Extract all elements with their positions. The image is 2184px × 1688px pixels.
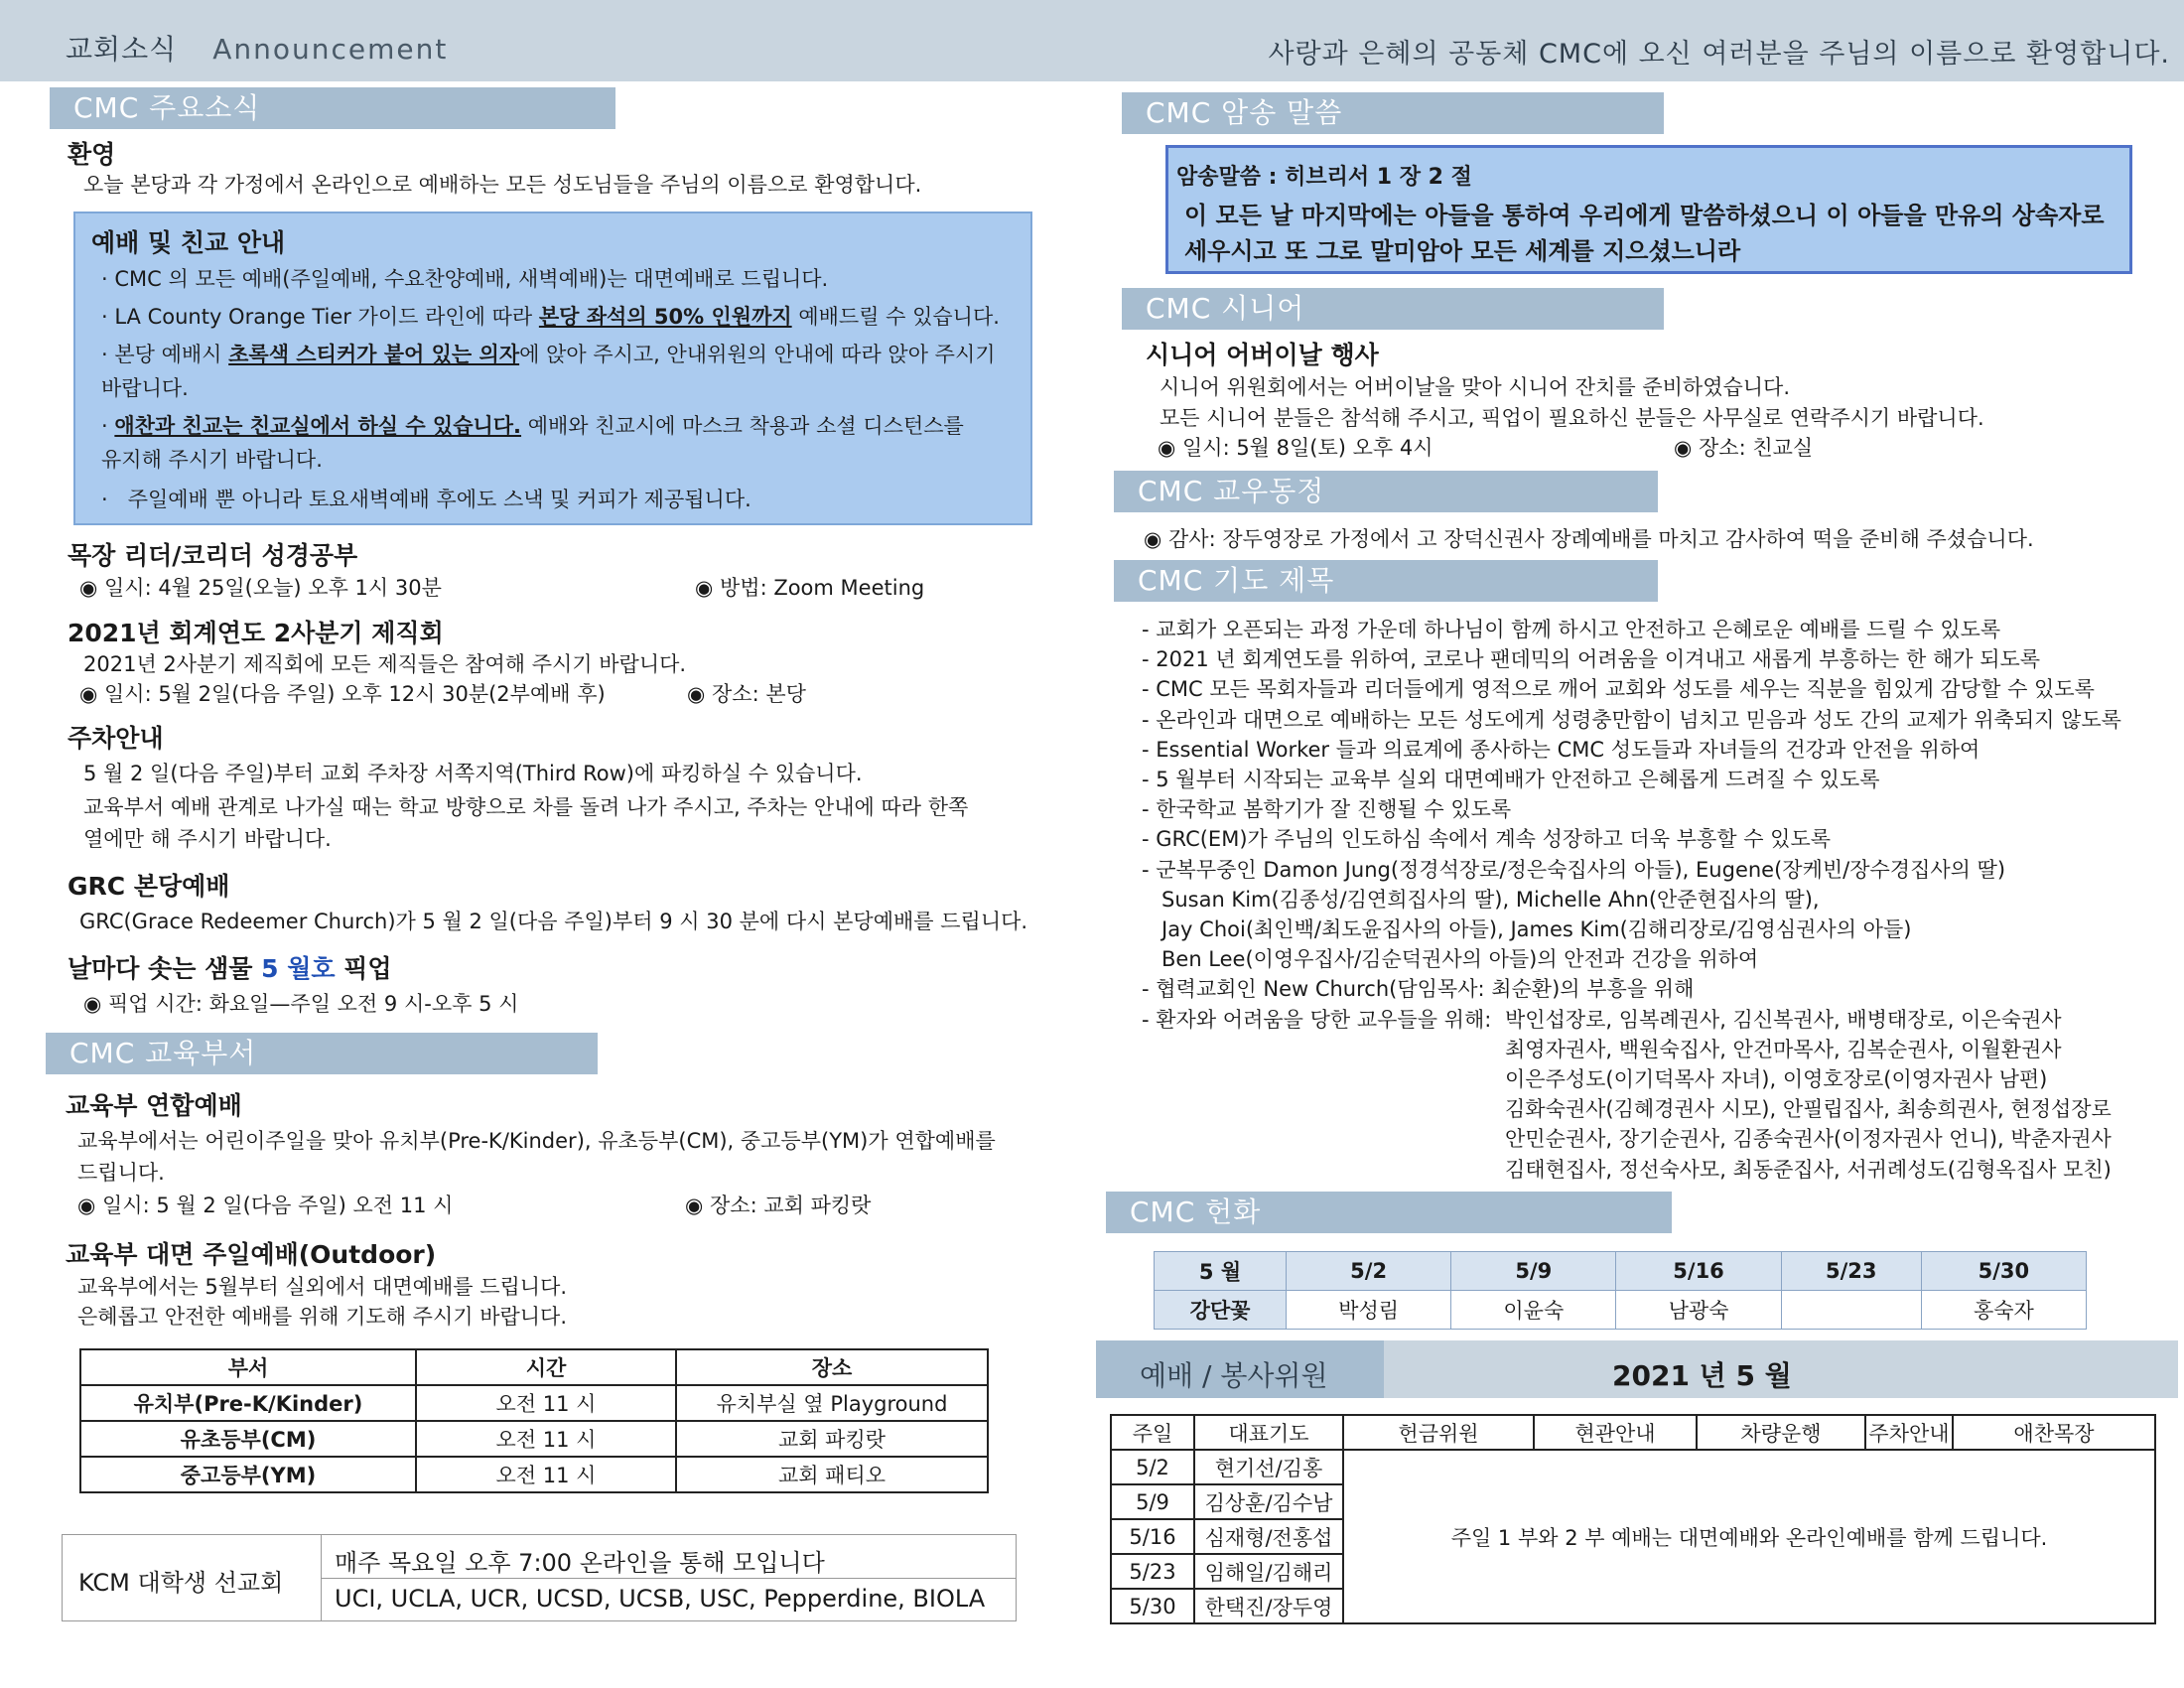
prayer-sick-name-line: 최영자권사, 백원숙집사, 안건마목사, 김복순권사, 이월환권사 (1505, 1037, 2062, 1061)
prayer-item: - 온라인과 대면으로 예배하는 모든 성도에게 성령충만함이 넘치고 믿음과 성도 간의 교제가 위축되지 않도록 (1142, 707, 2121, 732)
kcm-info-box (62, 1534, 1017, 1621)
parking-line-3: 열에만 해 주시기 바랍니다. (83, 827, 332, 851)
table-cell: 오전 11 시 (416, 1457, 676, 1492)
table-header-cell: 현관안내 (1534, 1415, 1697, 1450)
table-cell: 임해일/김해리 (1194, 1554, 1343, 1589)
table-cell: 5/16 (1111, 1519, 1194, 1554)
joint-worship-line-2: 드립니다. (77, 1161, 165, 1185)
senior-where: ◉ 장소: 친교실 (1674, 436, 1814, 460)
offering-table (1154, 1251, 2087, 1330)
table-row (80, 1421, 988, 1457)
prayer-sick-name-line: 박인섭장로, 임복례권사, 김신복권사, 배병태장로, 이은숙권사 (1505, 1007, 2062, 1032)
offering-month-cell: 5 월 (1155, 1252, 1287, 1291)
table-cell (1781, 1291, 1921, 1330)
members-news-text: ◉ 감사: 장두영장로 가정에서 고 장덕신권사 장례예배를 마치고 감사하여 떡을 준비해 주셨습니다. (1144, 527, 2034, 551)
worship-item-4: · 애찬과 친교는 친교실에서 하실 수 있습니다. 예배와 친교시에 마스크 착용과 소셜 디스턴스를 (101, 414, 964, 438)
welcome-text: 오늘 본당과 각 가정에서 온라인으로 예배하는 모든 성도님들을 주님의 이름으로 환영합니다. (83, 173, 922, 197)
education-schedule-table (79, 1348, 989, 1493)
prayer-banner: CMC 기도 제목 (1114, 560, 1658, 602)
service-banner-bar (1096, 1340, 2178, 1398)
worship-item-4-cont: 유지해 주시기 바랍니다. (101, 448, 323, 472)
offering-banner: CMC 헌화 (1106, 1192, 1672, 1233)
bible-study-heading: 목장 리더/코리더 성경공부 (68, 541, 358, 570)
prayer-item: Ben Lee(이영우집사/김순덕권사의 아들)의 안전과 건강을 위하여 (1161, 947, 1759, 972)
table-header-cell: 차량운행 (1697, 1415, 1865, 1450)
table-cell: 5/9 (1111, 1484, 1194, 1519)
senior-heading: 시니어 어버이날 행사 (1146, 341, 1379, 369)
memory-verse-line-1: 이 모든 날 마지막에는 아들을 통하여 우리에게 말씀하셨으니 이 아들을 만유의 상속자로 (1184, 202, 2105, 229)
outdoor-worship-line-1: 교육부에서는 5월부터 실외에서 대면예배를 드립니다. (77, 1275, 568, 1299)
table-cell: 이윤숙 (1451, 1291, 1616, 1330)
prayer-item: - 군복무중인 Damon Jung(정경석장로/정은숙집사의 아들), Eugene(장케빈/장수경집사의 딸) (1142, 857, 2006, 882)
table-cell: 교회 패티오 (676, 1457, 988, 1492)
prayer-item: - CMC 모든 목회자들과 리더들에게 영적으로 깨어 교회와 성도를 세우는 직분을 힘있게 감당할 수 있도록 (1142, 677, 2095, 702)
prayer-item: - 협력교회인 New Church(담임목사: 최순환)의 부흥을 위해 (1142, 977, 1695, 1002)
prayer-sick-label: - 환자와 어려움을 당한 교우들을 위해: (1142, 1007, 1492, 1032)
table-header-cell: 5/2 (1287, 1252, 1451, 1291)
worship-item-3: · 본당 예배시 초록색 스티커가 붙어 있는 의자에 앉아 주시고, 안내위원의 안내에 따라 앉아 주시기 (101, 343, 996, 366)
officers-meeting-heading: 2021년 회계연도 2사분기 제직회 (68, 619, 444, 647)
table-cell: 남광숙 (1616, 1291, 1781, 1330)
table-cell: 유치부(Pre-K/Kinder) (80, 1385, 416, 1421)
table-header-cell: 장소 (676, 1349, 988, 1385)
kcm-label: KCM 대학생 선교회 (78, 1569, 284, 1597)
table-header-cell: 5/16 (1616, 1252, 1781, 1291)
prayer-sick-name-line: 김태현집사, 정선숙사모, 최동준집사, 서귀례성도(김형옥집사 모친) (1505, 1157, 2112, 1182)
education-banner: CMC 교육부서 (46, 1033, 598, 1074)
prayer-item: Susan Kim(김종성/김연희집사의 딸), Michelle Ahn(안준현집사의 딸), (1161, 887, 1820, 912)
worship-item-2: · LA County Orange Tier 가이드 라인에 따라 본당 좌석의 50% 인원까지 예배드릴 수 있습니다. (101, 305, 1000, 329)
table-header-cell: 대표기도 (1194, 1415, 1343, 1450)
officers-meeting-when: ◉ 일시: 5월 2일(다음 주일) 오후 12시 30분(2부예배 후) (79, 682, 606, 706)
offering-row-label: 강단꽃 (1155, 1291, 1287, 1330)
table-header-cell: 주차안내 (1865, 1415, 1953, 1450)
parking-line-2: 교육부서 예배 관계로 나가실 때는 학교 방향으로 차를 돌려 나가 주시고, 주차는 안내에 따라 한쪽 (83, 795, 969, 819)
prayer-item: Jay Choi(최인백/최도윤집사의 아들), James Kim(김해리장로/김영심권사의 아들) (1161, 917, 1912, 941)
service-table (1110, 1414, 2156, 1624)
prayer-sick-name-line: 김화숙권사(김혜경권사 시모), 안필립집사, 최송희권사, 현정섭장로 (1505, 1097, 2112, 1122)
table-cell: 교회 파킹랏 (676, 1421, 988, 1457)
worship-item-1: · CMC 의 모든 예배(주일예배, 수요찬양예배, 새벽예배)는 대면예배로 드립니다. (101, 267, 829, 291)
prayer-item: - GRC(EM)가 주님의 인도하심 속에서 계속 성장하고 더욱 부흥할 수 있도록 (1142, 827, 1832, 852)
table-cell: 중고등부(YM) (80, 1457, 416, 1492)
table-header-cell: 헌금위원 (1343, 1415, 1534, 1450)
outdoor-worship-heading: 교육부 대면 주일예배(Outdoor) (66, 1240, 437, 1269)
memory-verse-box (1165, 145, 2132, 274)
memory-verse-line-2: 세우시고 또 그로 말미암아 모든 세계를 지으셨느니라 (1184, 237, 1741, 265)
prayer-item: - 2021 년 회계연도를 위하여, 코로나 팬데믹의 어려움을 이겨내고 새롭게 부흥하는 한 해가 되도록 (1142, 647, 2041, 672)
table-header-cell: 5/9 (1451, 1252, 1616, 1291)
kcm-line-2: UCI, UCLA, UCR, UCSD, UCSB, USC, Pepperdine, BIOLA (335, 1585, 986, 1613)
senior-when: ◉ 일시: 5월 8일(토) 오후 4시 (1158, 436, 1433, 460)
outdoor-worship-line-2: 은혜롭고 안전한 예배를 위해 기도해 주시기 바랍니다. (77, 1305, 568, 1329)
table-header-cell: 5/30 (1921, 1252, 2086, 1291)
bible-study-when: ◉ 일시: 4월 25일(오늘) 오후 1시 30분 (79, 576, 442, 600)
devotional-heading: 날마다 솟는 샘물 5 월호 픽업 (68, 954, 392, 983)
table-row (1155, 1291, 2087, 1330)
table-cell: 5/30 (1111, 1589, 1194, 1623)
table-cell: 심재형/전홍섭 (1194, 1519, 1343, 1554)
prayer-item: - Essential Worker 들과 의료계에 종사하는 CMC 성도들과 자녀들의 건강과 안전을 위하여 (1142, 737, 1980, 762)
joint-worship-when: ◉ 일시: 5 월 2 일(다음 주일) 오전 11 시 (77, 1194, 454, 1217)
table-cell: 5/23 (1111, 1554, 1194, 1589)
table-cell: 김상훈/김수남 (1194, 1484, 1343, 1519)
worship-info-box (73, 211, 1032, 525)
table-cell: 현기선/김홍 (1194, 1450, 1343, 1484)
prayer-item: - 5 월부터 시작되는 교육부 실외 대면예배가 안전하고 은혜롭게 드려질 수 있도록 (1142, 768, 1880, 791)
service-month: 2021 년 5 월 (1612, 1359, 1792, 1392)
bible-study-how: ◉ 방법: Zoom Meeting (695, 576, 925, 600)
service-title: 예배 / 봉사위원 (1140, 1359, 1328, 1392)
senior-banner: CMC 시니어 (1122, 288, 1664, 330)
table-cell: 오전 11 시 (416, 1385, 676, 1421)
senior-line-2: 모든 시니어 분들은 참석해 주시고, 픽업이 필요하신 분들은 사무실로 연락주시기 바랍니다. (1160, 406, 1984, 430)
officers-meeting-where: ◉ 장소: 본당 (687, 682, 806, 706)
joint-worship-line-1: 교육부에서는 어린이주일을 맞아 유치부(Pre-K/Kinder), 유초등부(CM), 중고등부(YM)가 연합예배를 (77, 1129, 996, 1153)
header-title-ko: 교회소식 (66, 33, 178, 66)
prayer-sick-name-line: 이은주성도(이기덕목사 자녀), 이영호장로(이영자권사 남편) (1505, 1067, 2048, 1091)
welcome-tagline: 사랑과 은혜의 공동체 CMC에 오신 여러분을 주님의 이름으로 환영합니다. (1268, 39, 2170, 70)
header-bar (0, 0, 2184, 81)
table-header-cell: 애찬목장 (1953, 1415, 2155, 1450)
table-row (80, 1457, 988, 1492)
table-cell: 홍숙자 (1921, 1291, 2086, 1330)
table-header-cell: 시간 (416, 1349, 676, 1385)
table-row (80, 1385, 988, 1421)
devotional-pickup-time: ◉ 픽업 시간: 화요일—주일 오전 9 시-오후 5 시 (83, 992, 519, 1016)
table-header-cell: 부서 (80, 1349, 416, 1385)
worship-item-3-cont: 바랍니다. (101, 376, 189, 400)
officers-meeting-text: 2021년 2사분기 제직회에 모든 제직들은 참여해 주시기 바랍니다. (83, 652, 687, 676)
table-cell: 오전 11 시 (416, 1421, 676, 1457)
kcm-divider (321, 1578, 1016, 1579)
joint-worship-heading: 교육부 연합예배 (66, 1091, 242, 1120)
memory-verse-banner: CMC 암송 말씀 (1122, 92, 1664, 134)
prayer-sick-name-line: 안민순권사, 장기순권사, 김종숙권사(이정자권사 언니), 박춘자권사 (1505, 1127, 2112, 1152)
parking-line-1: 5 월 2 일(다음 주일)부터 교회 주차장 서쪽지역(Third Row)에 파킹하실 수 있습니다. (83, 762, 863, 785)
table-header-cell: 주일 (1111, 1415, 1194, 1450)
kcm-label-cell (63, 1535, 322, 1620)
header-section-title (66, 28, 448, 68)
table-row (1111, 1450, 2155, 1484)
table-cell: 5/2 (1111, 1450, 1194, 1484)
senior-line-1: 시니어 위원회에서는 어버이날을 맞아 시니어 잔치를 준비하였습니다. (1160, 375, 1791, 399)
table-cell: 박성림 (1287, 1291, 1451, 1330)
table-header-row (1155, 1252, 2087, 1291)
kcm-line-1: 매주 목요일 오후 7:00 온라인을 통해 모입니다 (335, 1549, 825, 1577)
table-header-row (80, 1349, 988, 1385)
table-cell: 유치부실 옆 Playground (676, 1385, 988, 1421)
prayer-item: - 한국학교 봄학기가 잘 진행될 수 있도록 (1142, 797, 1512, 822)
table-cell: 유초등부(CM) (80, 1421, 416, 1457)
worship-item-5: · 주일예배 뿐 아니라 토요새벽예배 후에도 스낵 및 커피가 제공됩니다. (101, 488, 751, 511)
grc-heading: GRC 본당예배 (68, 872, 230, 901)
table-cell: 한택진/장두영 (1194, 1589, 1343, 1623)
memory-verse-label: 암송말씀 : 히브리서 1 장 2 절 (1176, 165, 1472, 190)
members-news-banner: CMC 교우동정 (1114, 471, 1658, 512)
joint-worship-where: ◉ 장소: 교회 파킹랏 (685, 1194, 872, 1217)
grc-text: GRC(Grace Redeemer Church)가 5 월 2 일(다음 주일)부터 9 시 30 분에 다시 본당예배를 드립니다. (79, 910, 1028, 933)
table-header-cell: 5/23 (1781, 1252, 1921, 1291)
main-news-banner: CMC 주요소식 (50, 87, 615, 129)
service-title-block (1096, 1340, 1384, 1398)
table-header-row (1111, 1415, 2155, 1450)
header-title-en: Announcement (212, 33, 449, 66)
worship-box-heading: 예배 및 친교 안내 (91, 228, 286, 257)
prayer-item: - 교회가 오픈되는 과정 가운데 하나님이 함께 하시고 안전하고 은혜로운 예배를 드릴 수 있도록 (1142, 618, 2001, 641)
service-note: 주일 1 부와 2 부 예배는 대면예배와 온라인예배를 함께 드립니다. (1343, 1450, 2155, 1623)
parking-heading: 주차안내 (68, 724, 164, 753)
welcome-heading: 환영 (68, 140, 116, 169)
